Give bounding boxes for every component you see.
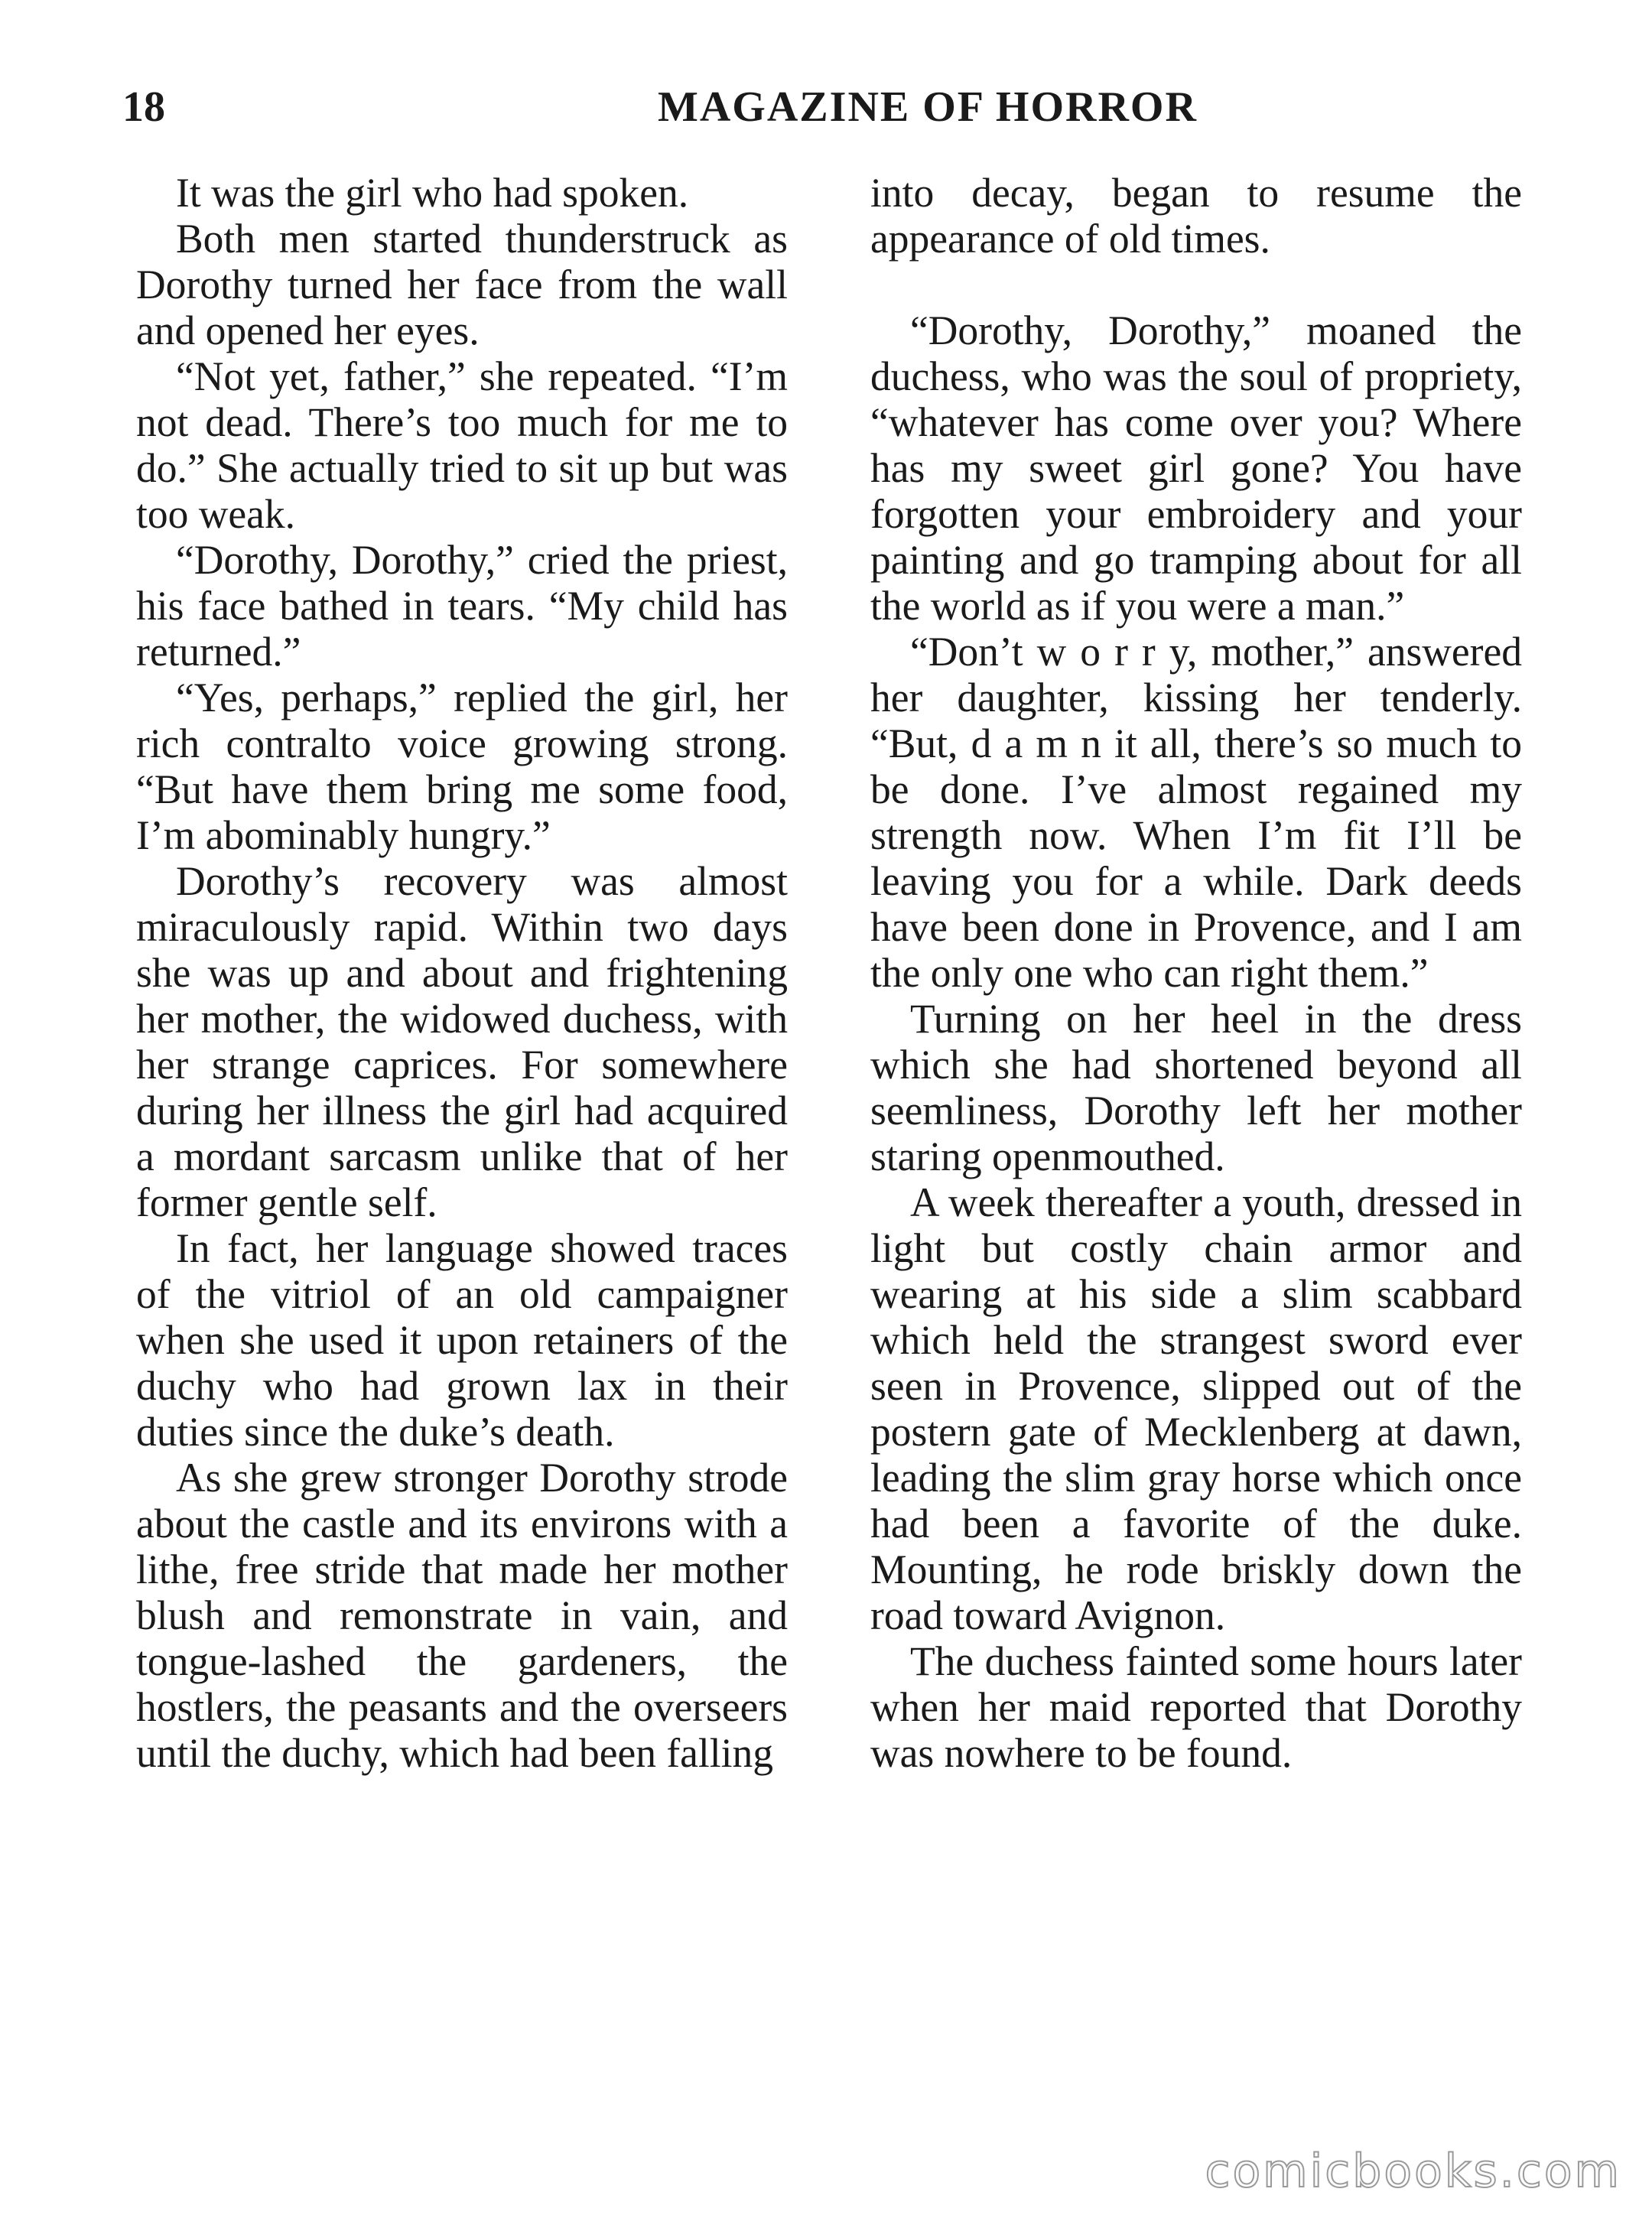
paragraph: Both men started thunderstruck as Dorothy turned her face from the wall and opened her eyes. [136,216,788,353]
page-number: 18 [122,83,165,131]
paragraph: As she grew stronger Dorothy strode about the castle and its environs with a lithe, free stride that made her mother blush and remonstrate in vain, and tongue-lashed the gardeners, the hostlers, the peasants and the overseers until the duchy, which had been falling [136,1455,788,1776]
paragraph: “Yes, perhaps,” replied the girl, her rich contralto voice growing strong. “But have them bring me some food, I’m abominably hungry.” [136,675,788,858]
paragraph: In fact, her language showed traces of the vitriol of an old campaigner when she used it upon retainers of the duchy who had grown lax in their duties since the duke’s death. [136,1225,788,1455]
paragraph: A week thereafter a youth, dressed in light but costly chain armor and wearing at his side a slim scabbard which held the strangest sword ever seen in Provence, slipped out of the postern gate of Mecklenberg at dawn, leading the slim gray horse which once had been a favorite of the duke. Mounting, he rode briskly down the road toward Avignon. [870,1179,1522,1638]
watermark: comicbooks.com [1205,2145,1621,2198]
paragraph: Turning on her heel in the dress which she had shortened beyond all seemliness, Dorothy left her mother staring openmouthed. [870,996,1522,1179]
running-title: MAGAZINE OF HORROR [658,83,1198,131]
paragraph-continuation: into decay, began to resume the appearance of old times. [870,170,1522,262]
paragraph: “Don’t w o r r y, mother,” answered her daughter, kissing her tenderly. “But, d a m n it all, there’s so much to be done. I’ve almost regained my strength now. When I’m fit I’ll be leaving you for a while. Dark deeds have been done in Provence, and I am the only one who can right them.” [870,629,1522,996]
paragraph: The duchess fainted some hours later when her maid reported that Dorothy was nowhere to be found. [870,1638,1522,1776]
page-header [122,83,1530,144]
right-column [870,170,1522,1776]
left-column [136,170,788,1776]
paragraph: It was the girl who had spoken. [176,170,689,216]
paragraph: “Not yet, father,” she repeated. “I’m not dead. There’s too much for me to do.” She actually tried to sit up but was too weak. [136,353,788,537]
paragraph: “Dorothy, Dorothy,” cried the priest, his face bathed in tears. “My child has returned.” [136,537,788,675]
paragraph: “Dorothy, Dorothy,” moaned the duchess, who was the soul of propriety, “whatever has come over you? Where has my sweet girl gone? You have forgotten your embroidery and your painting and go tramping about for all the world as if you were a man.” [870,307,1522,629]
paragraph: Dorothy’s recovery was almost miraculously rapid. Within two days she was up and about and frightening her mother, the widowed duchess, with her strange caprices. For somewhere during her illness the girl had acquired a mordant sarcasm unlike that of her former gentle self. [136,858,788,1225]
